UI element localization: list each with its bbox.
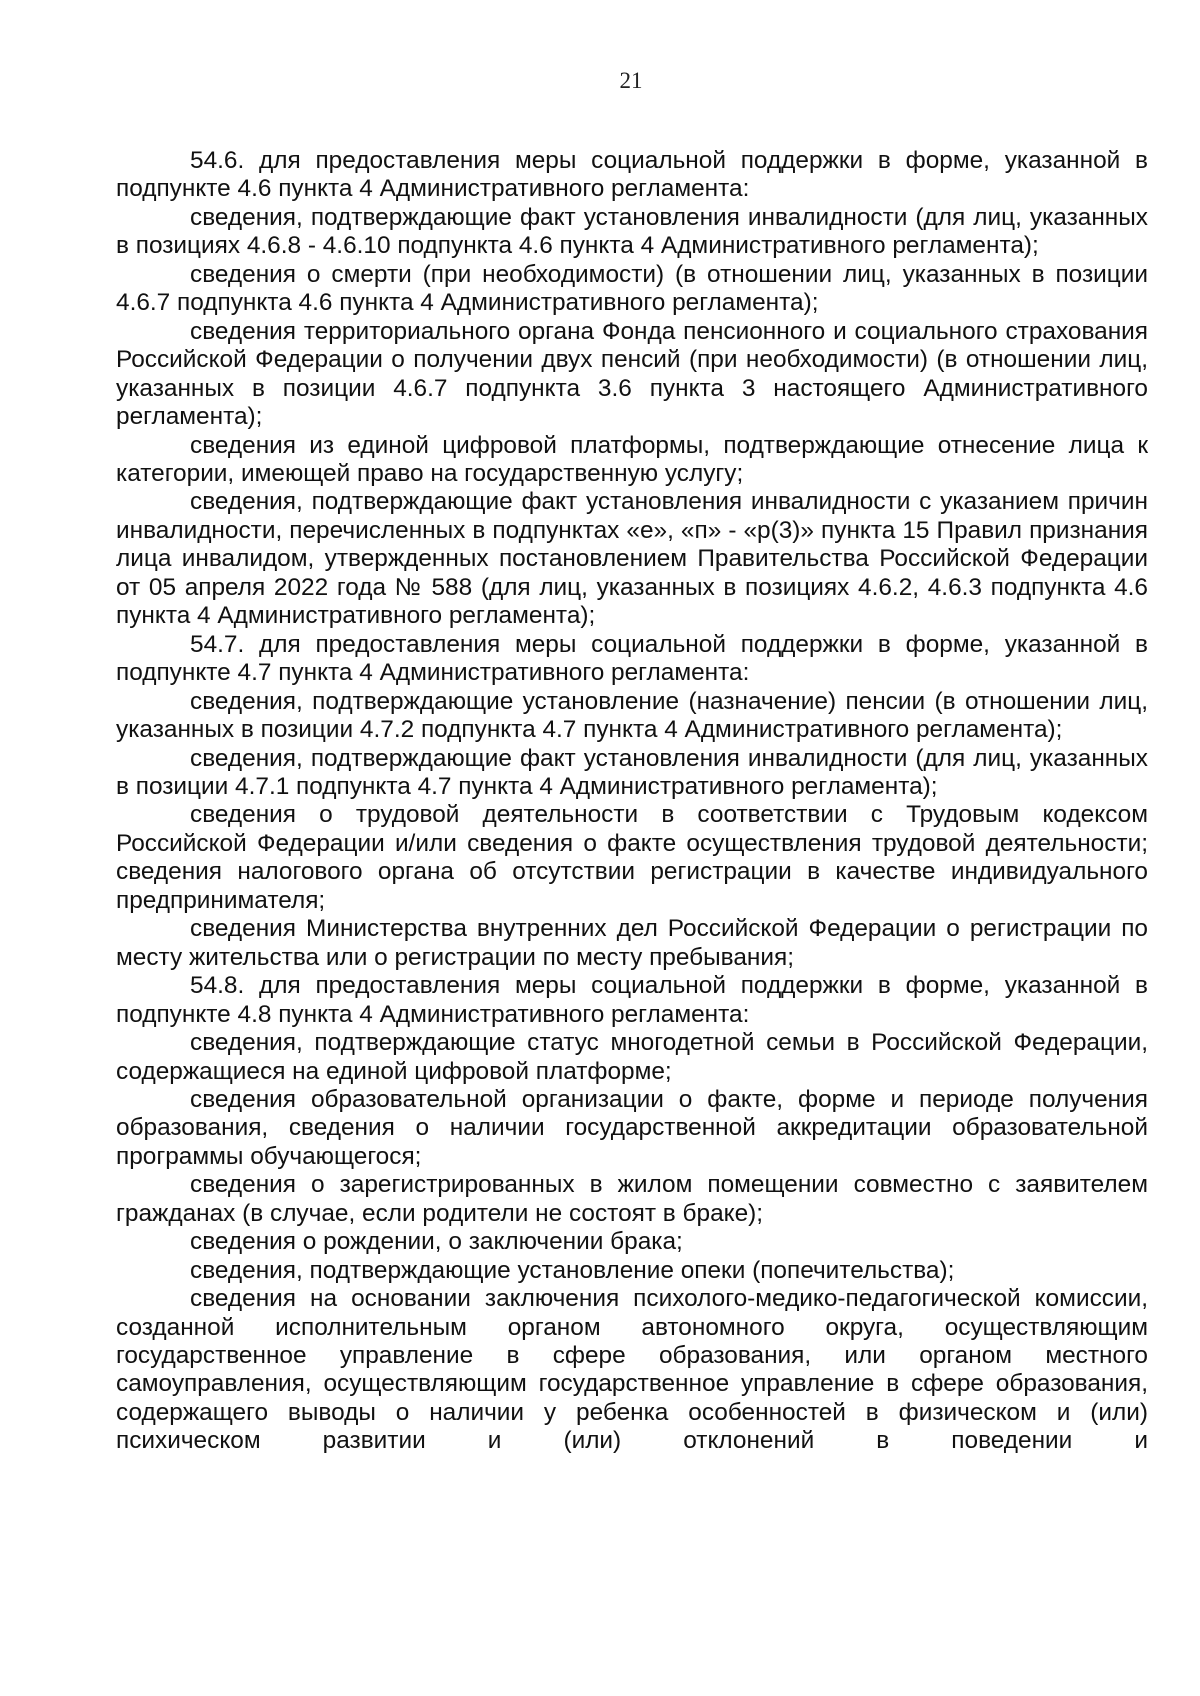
paragraph: сведения территориального органа Фонда пенсионного и социального страхования Российской Федерации о получении двух пенсий (при необходимости) (в отношении лиц, указанных в позиции 4.6.7 подпункта 3.6 пункта 3 настоящего Административного регламента); xyxy=(116,317,1148,431)
paragraph: сведения, подтверждающие факт установления инвалидности (для лиц, указанных в позициях 4.6.8 - 4.6.10 подпункта 4.6 пункта 4 Административного регламента); xyxy=(116,203,1148,260)
paragraph: сведения, подтверждающие установление (назначение) пенсии (в отношении лиц, указанных в позиции 4.7.2 подпункта 4.7 пункта 4 Административного регламента); xyxy=(116,687,1148,744)
paragraph: сведения, подтверждающие статус многодетной семьи в Российской Федерации, содержащиеся на единой цифровой платформе; xyxy=(116,1029,1148,1085)
paragraph: сведения из единой цифровой платформы, подтверждающие отнесение лица к категории, имеющей право на государственную услугу; xyxy=(116,431,1148,487)
paragraph: сведения о трудовой деятельности в соответствии с Трудовым кодексом Российской Федерации и/или сведения о факте осуществления трудовой деятельности; сведения налогового органа об отсутствии регистрации в качестве индивидуального предпринимателя; xyxy=(116,801,1148,914)
paragraph-54-8-heading: 54.8. для предоставления меры социальной поддержки в форме, указанной в подпункте 4.8 пункта 4 Административного регламента: xyxy=(116,972,1148,1028)
page-number: 21 xyxy=(619,68,643,93)
document-body xyxy=(116,147,1148,1456)
paragraph: сведения, подтверждающие факт установления инвалидности с указанием причин инвалидности, перечисленных в подпунктах «е», «п» - «р(3)» пункта 15 Правил признания лица инвалидом, утвержденных постановлением Правительства Российской Федерации от 05 апреля 2022 года № 588 (для лиц, указанных в позициях 4.6.2, 4.6.3 подпункта 4.6 пункта 4 Административного регламента); xyxy=(116,488,1148,630)
paragraph: сведения образовательной организации о факте, форме и периоде получения образования, сведения о наличии государственной аккредитации образовательной программы обучающегося; xyxy=(116,1085,1148,1170)
paragraph: сведения, подтверждающие факт установления инвалидности (для лиц, указанных в позиции 4.7.1 подпункта 4.7 пункта 4 Административного регламента); xyxy=(116,744,1148,800)
paragraph: сведения о зарегистрированных в жилом помещении совместно с заявителем гражданах (в случае, если родители не состоят в браке); xyxy=(116,1171,1148,1227)
paragraph-54-7-heading: 54.7. для предоставления меры социальной поддержки в форме, указанной в подпункте 4.7 пункта 4 Административного регламента: xyxy=(116,630,1148,687)
paragraph: сведения о рождении, о заключении брака; xyxy=(190,1228,683,1256)
paragraph-continued: сведения на основании заключения психолого-медико-педагогической комиссии, созданной исполнительным органом автономного округа, осуществляющим государственное управление в сфере образования, или органом местного самоуправления, осуществляющим государственное управление в сфере образования, содержащего выводы о наличии у ребенка особенностей в физическом и (или) психическом развитии и (или) отклонений в поведении и xyxy=(116,1285,1148,1455)
paragraph-54-6-heading: 54.6. для предоставления меры социальной поддержки в форме, указанной в подпункте 4.6 пункта 4 Административного регламента: xyxy=(116,147,1148,203)
paragraph: сведения, подтверждающие установление опеки (попечительства); xyxy=(190,1256,955,1284)
paragraph: сведения о смерти (при необходимости) (в отношении лиц, указанных в позиции 4.6.7 подпункта 4.6 пункта 4 Административного регламента); xyxy=(116,260,1148,317)
paragraph: сведения Министерства внутренних дел Российской Федерации о регистрации по месту жительства или о регистрации по месту пребывания; xyxy=(116,915,1148,971)
